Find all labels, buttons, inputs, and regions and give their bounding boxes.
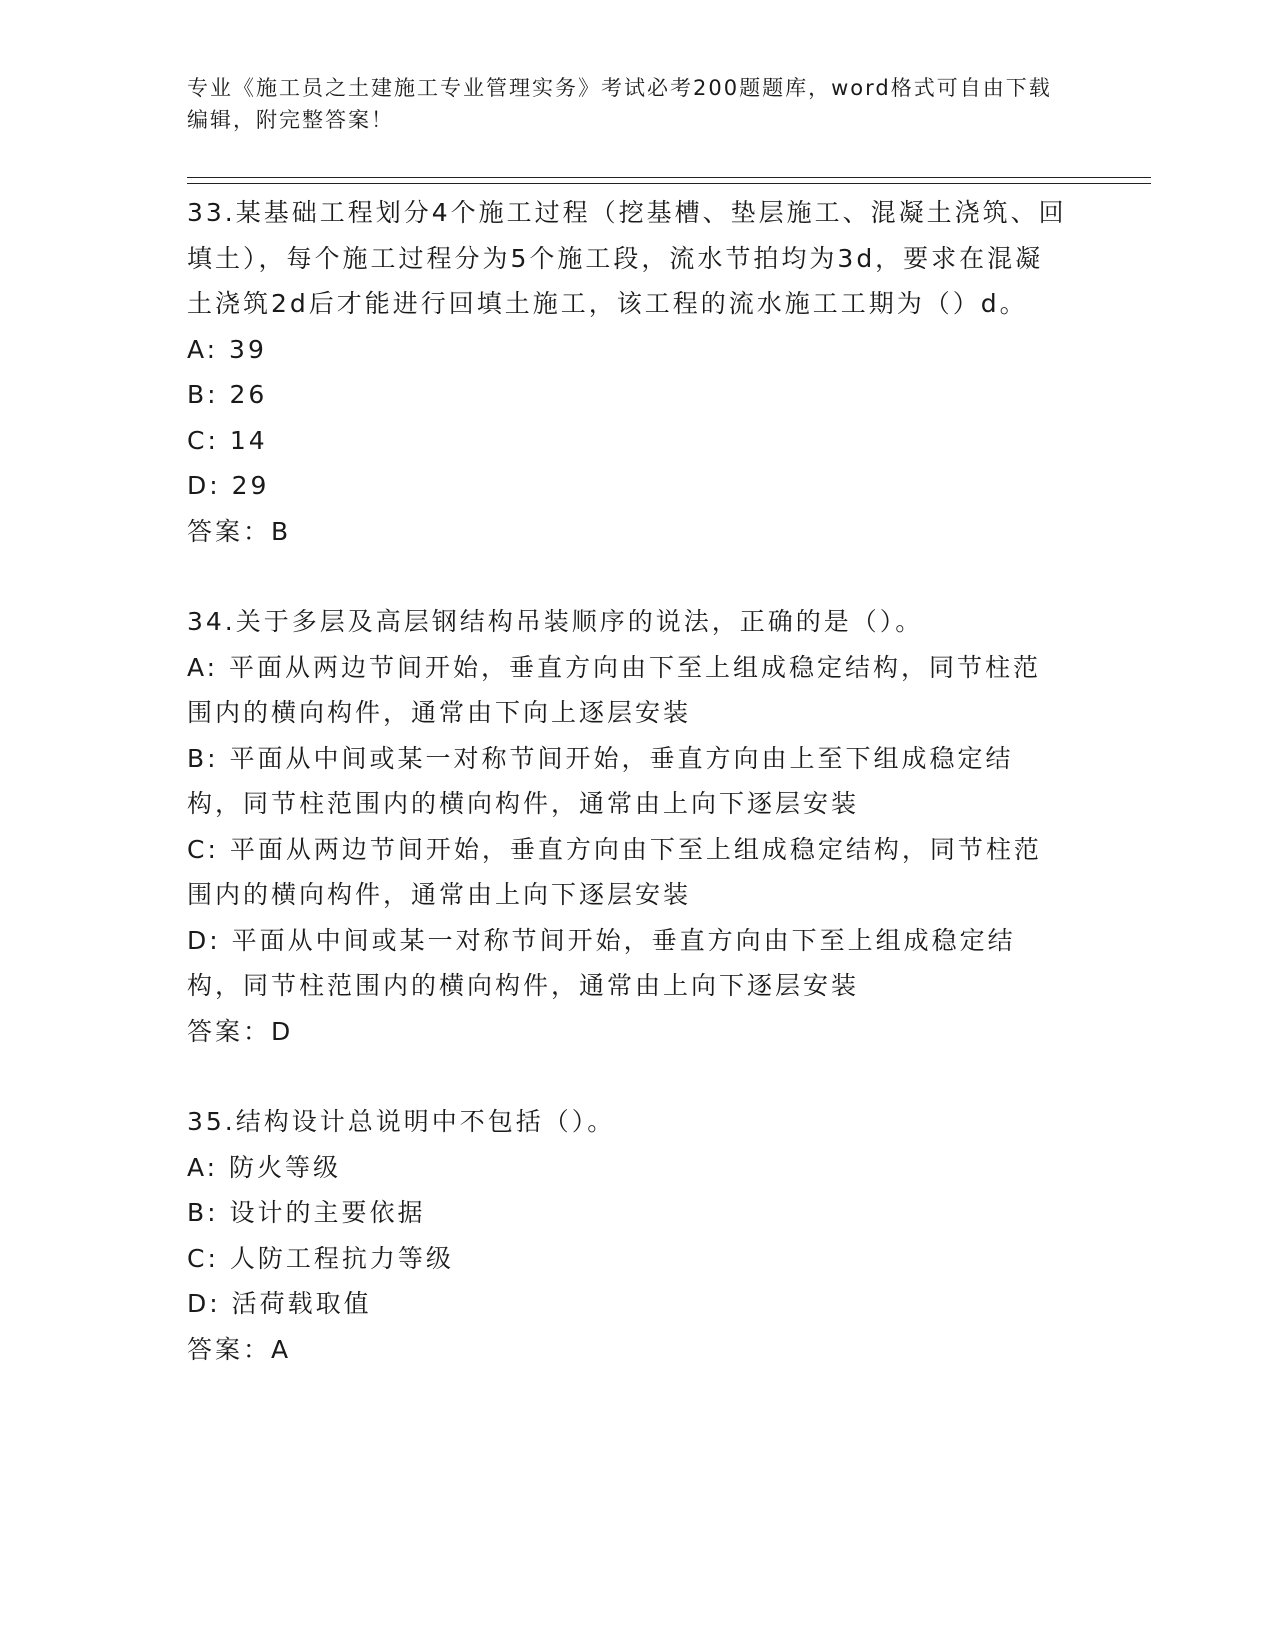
answer: 答案：B (187, 516, 292, 546)
question-stem: 35.结构设计总说明中不包括（）。 (187, 1107, 616, 1136)
option-a: A: 39 (187, 334, 267, 364)
option-a: A: 防火等级 (187, 1152, 342, 1182)
option-d: D: 活荷载取值 (187, 1289, 372, 1318)
option-d: D: 平面从中间或某一对称节间开始，垂直方向由下至上组成稳定结构，同节柱范围内的横向构件，通常由上向下逐层安装 (187, 925, 1016, 1000)
question-33 (187, 190, 1067, 554)
question-stem: 34.关于多层及高层钢结构吊装顺序的说法，正确的是（）。 (187, 607, 924, 636)
question-list (187, 190, 1067, 1372)
answer: 答案：A (187, 1334, 292, 1364)
document-intro: 专业《施工员之土建施工专业管理实务》考试必考200题题库，word格式可自由下载编辑，附完整答案！ (187, 76, 1052, 132)
option-a: A: 平面从两边节间开始，垂直方向由下至上组成稳定结构，同节柱范围内的横向构件，通常由下向上逐层安装 (187, 652, 1042, 727)
question-stem: 33.某基础工程划分4个施工过程（挖基槽、垫层施工、混凝土浇筑、回填土），每个施工过程分为5个施工段，流水节拍均为3d，要求在混凝土浇筑2d后才能进行回填土施工，该工程的流水施工工期为（）d。 (187, 198, 1067, 318)
option-c: C: 平面从两边节间开始，垂直方向由下至上组成稳定结构，同节柱范围内的横向构件，通常由上向下逐层安装 (187, 834, 1042, 909)
answer: 答案：D (187, 1016, 294, 1046)
question-35 (187, 1099, 1067, 1372)
option-d: D: 29 (187, 471, 270, 500)
option-b: B: 设计的主要依据 (187, 1198, 426, 1227)
option-b: B: 平面从中间或某一对称节间开始，垂直方向由上至下组成稳定结构，同节柱范围内的横向构件，通常由上向下逐层安装 (187, 743, 1014, 818)
option-c: C: 14 (187, 425, 268, 455)
option-c: C: 人防工程抗力等级 (187, 1243, 454, 1273)
question-34 (187, 599, 1067, 1054)
header-divider-top (187, 177, 1151, 178)
option-b: B: 26 (187, 380, 268, 409)
header-divider-bottom (187, 183, 1151, 184)
